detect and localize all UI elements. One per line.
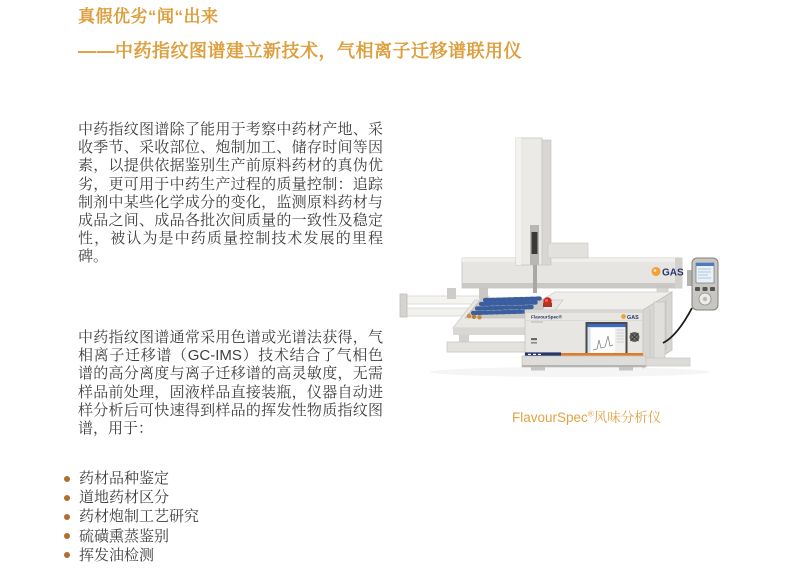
gas-logo-text: GAS	[662, 267, 684, 279]
control-knob[interactable]	[630, 332, 640, 342]
technology-paragraph: 中药指纹图谱通常采用色谱或光谱法获得，气相离子迁移谱（GC-IMS）技术结合了气相色谱的高分离度与离子迁移谱的高灵敏度，无需样品前处理，固液样品直接装瓶，仪器自动进样分析后可快速得到样品的挥发性物质指纹图谱，用于：	[78, 329, 383, 438]
syringe-carriage	[532, 232, 538, 254]
list-item: 药材炮制工艺研究	[64, 507, 199, 526]
list-item: 挥发油检测	[64, 546, 199, 565]
gas-logo-dot	[652, 267, 661, 276]
svg-text:GAS: GAS	[627, 314, 639, 321]
caption-registered-mark: ®	[587, 409, 594, 419]
list-item: 药材品种鉴定	[64, 469, 199, 488]
caption-brand: FlavourSpec	[512, 410, 588, 425]
ground-shadow	[430, 367, 710, 377]
intro-paragraph: 中药指纹图谱除了能用于考察中药材产地、采收季节、采收部位、炮制加工、储存时间等因素，以提供依据鉴别生产前原料药材的真伪优劣，更可用于中药生产过程的质量控制：追踪制剂中某些化学成分的变化，监测原料药材与成品之间、成品各批次间质量的一致性及稳定性，被认为是中药质量控制技术发展的里程碑。	[78, 121, 383, 266]
applications-list	[64, 469, 199, 565]
page-title: 真假优劣“闻“出来	[78, 7, 219, 26]
estop-button	[543, 297, 552, 307]
model-label: FlavourSpec®	[531, 314, 562, 320]
figure-caption	[512, 406, 661, 426]
controller-buttons[interactable]	[695, 287, 715, 291]
gantry-beam	[462, 258, 684, 288]
instrument-illustration	[395, 110, 795, 410]
list-item: 道地药材区分	[64, 488, 199, 507]
screen-titlebar	[588, 324, 626, 327]
caption-product-type: 风味分析仪	[593, 410, 662, 425]
page-subtitle: ——中药指纹图谱建立新技术，气相离子迁移谱联用仪	[78, 41, 522, 61]
vent-slots	[531, 338, 537, 340]
instrument-figure	[395, 110, 795, 410]
injector-needle	[533, 265, 537, 293]
touch-screen[interactable]	[586, 322, 628, 356]
list-item: 硫磺熏蒸鉴别	[64, 527, 199, 546]
